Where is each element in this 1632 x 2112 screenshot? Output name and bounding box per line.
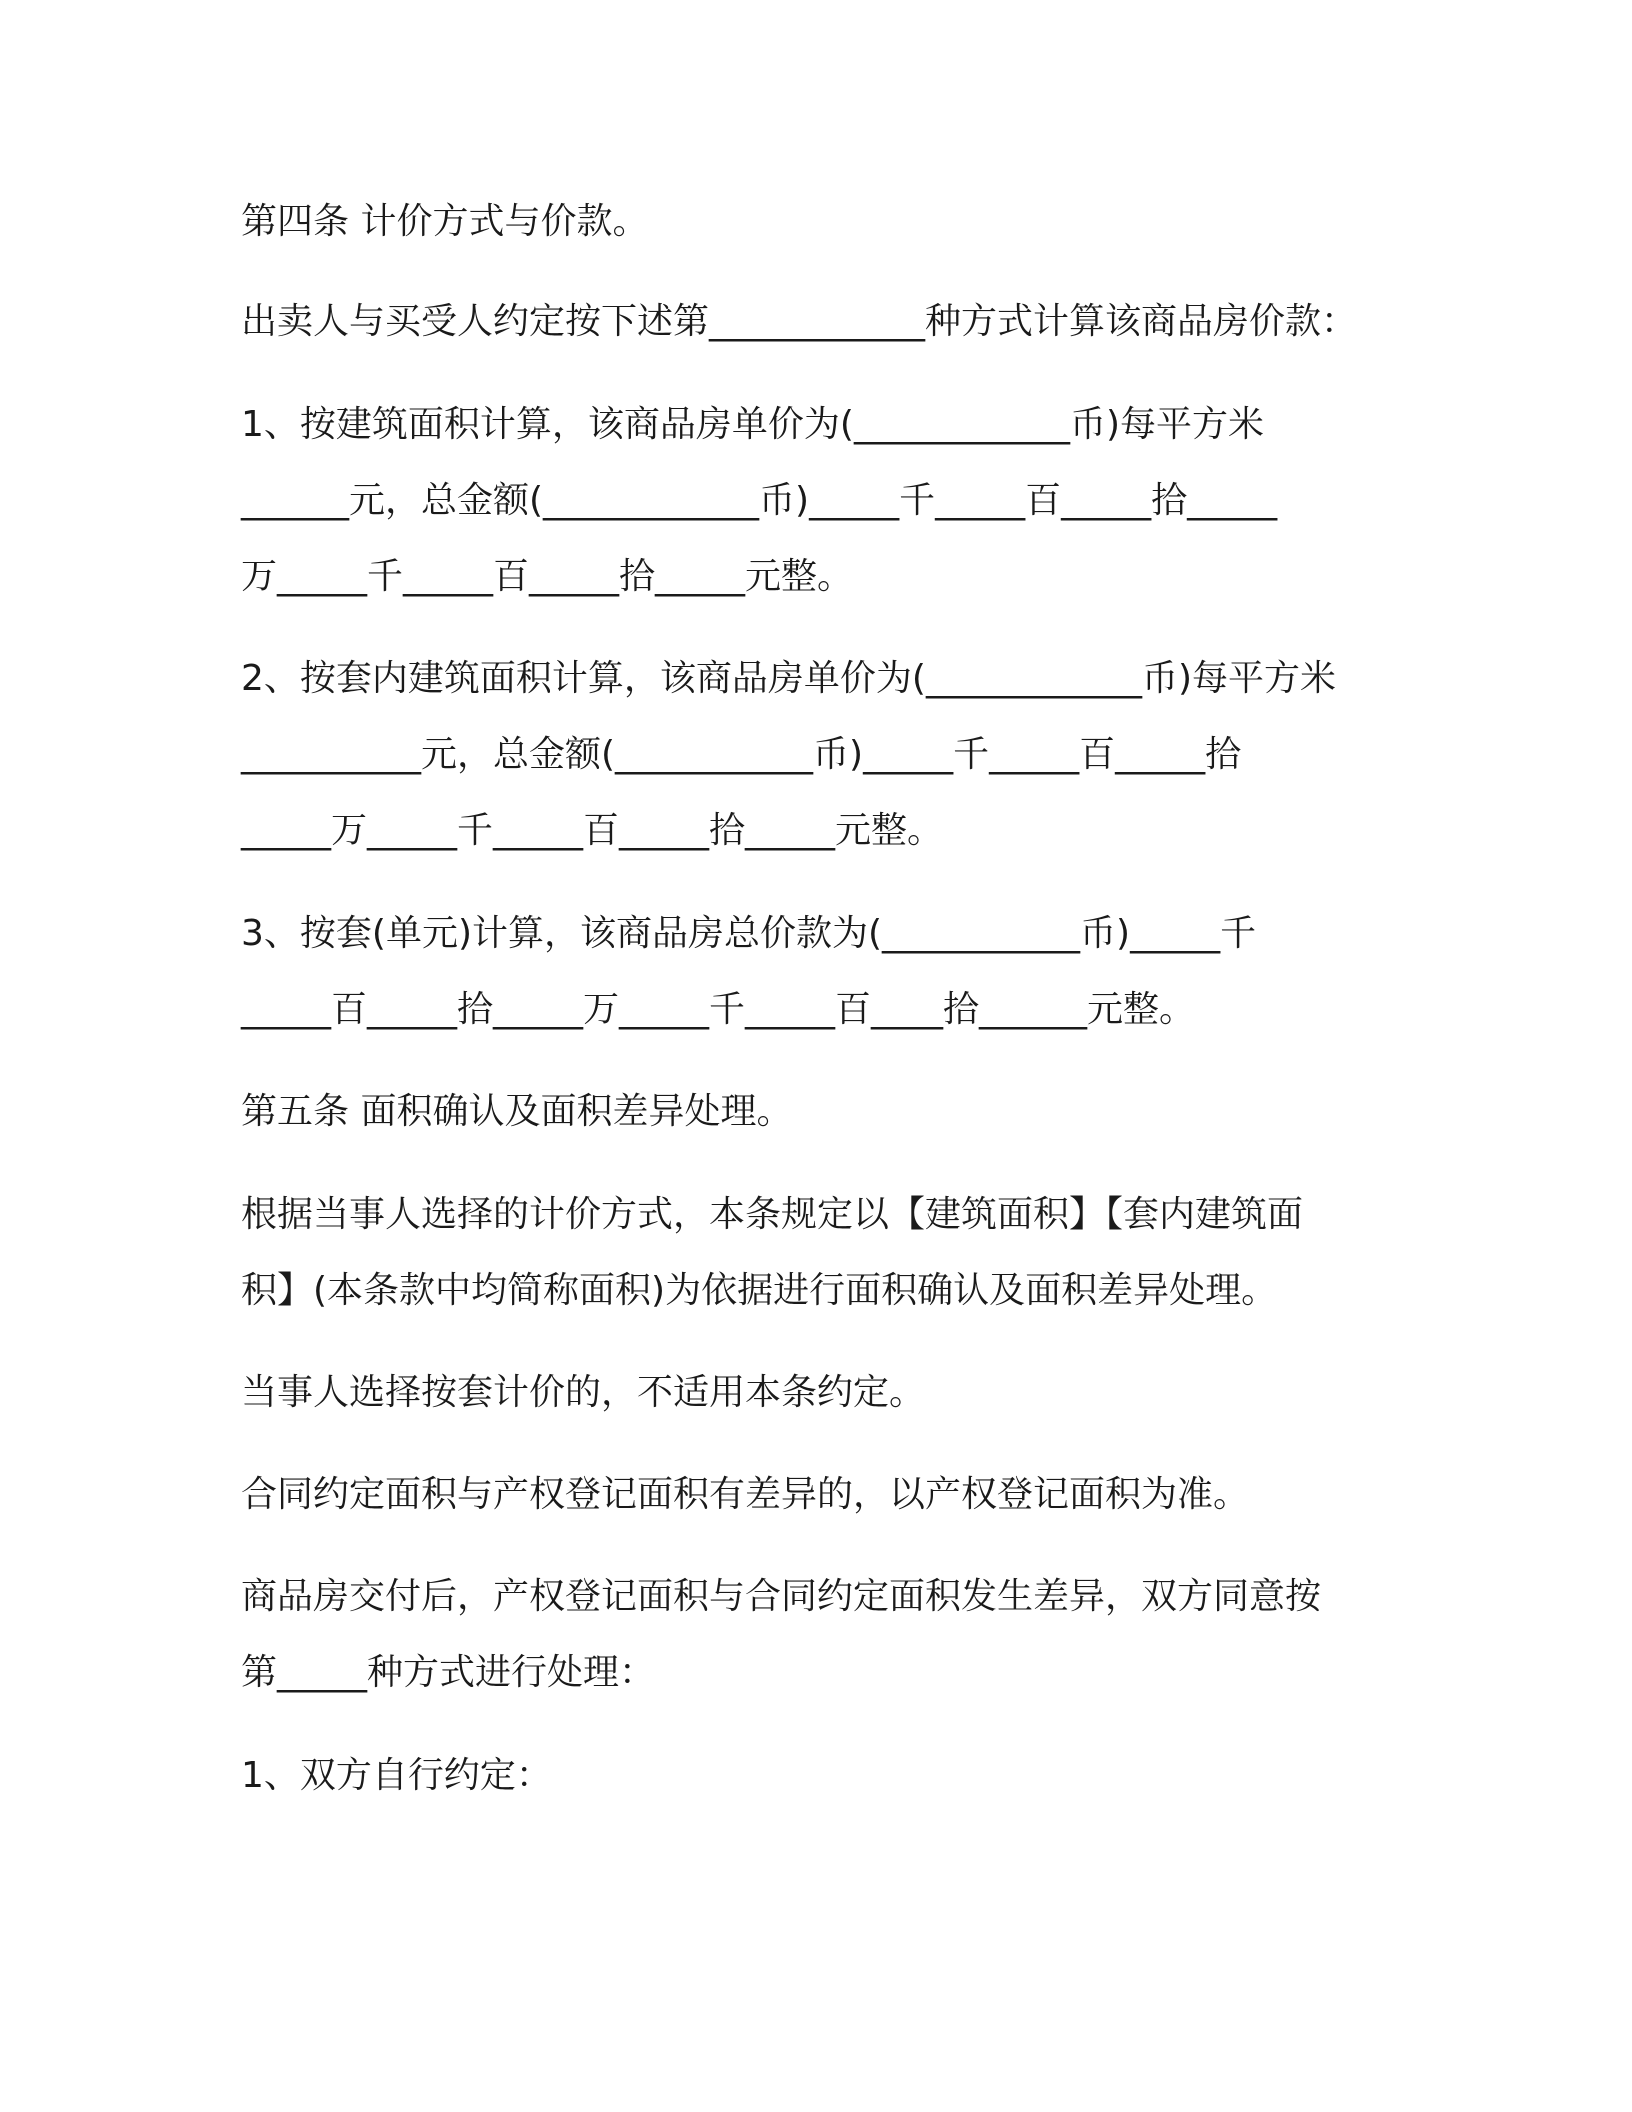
option-1-line-3: 万_____千_____百_____拾_____元整。 [241,556,854,597]
per-unit-exclusion: 当事人选择按套计价的，不适用本条约定。 [241,1372,926,1413]
registered-area-prevails: 合同约定面积与产权登记面积有差异的，以产权登记面积为准。 [241,1474,1250,1515]
area-basis-line-1: 根据当事人选择的计价方式，本条规定以【建筑面积】【套内建筑面 [241,1194,1304,1235]
area-difference-line-1: 商品房交付后，产权登记面积与合同约定面积发生差异，双方同意按 [241,1576,1322,1617]
option-2-line-1: 2、按套内建筑面积计算，该商品房单价为(____________币)每平方米 [241,658,1336,699]
option-1-line-1: 1、按建筑面积计算，该商品房单价为(____________币)每平方米 [241,404,1264,445]
option-3-line-1: 3、按套(单元)计算，该商品房总价款为(___________币)_____千 [241,913,1257,954]
option-3-line-2: _____百_____拾_____万_____千_____百____拾______元整。 [241,989,1196,1030]
article-4-heading: 第四条 计价方式与价款。 [241,201,649,242]
option-1-line-2: ______元，总金额(____________币)_____千_____百_____拾_____ [241,480,1278,521]
option-2-line-3: _____万_____千_____百_____拾_____元整。 [241,810,944,851]
article-5-heading: 第五条 面积确认及面积差异处理。 [241,1091,793,1132]
difference-option-1: 1、双方自行约定： [241,1755,552,1796]
area-difference-line-2: 第_____种方式进行处理： [241,1652,656,1693]
area-basis-line-2: 积】(本条款中均简称面积)为依据进行面积确认及面积差异处理。 [241,1270,1278,1311]
option-2-line-2: __________元，总金额(___________币)_____千_____百_____拾 [241,734,1242,775]
pricing-method-clause: 出卖人与买受人约定按下述第____________种方式计算该商品房价款： [241,301,1358,342]
